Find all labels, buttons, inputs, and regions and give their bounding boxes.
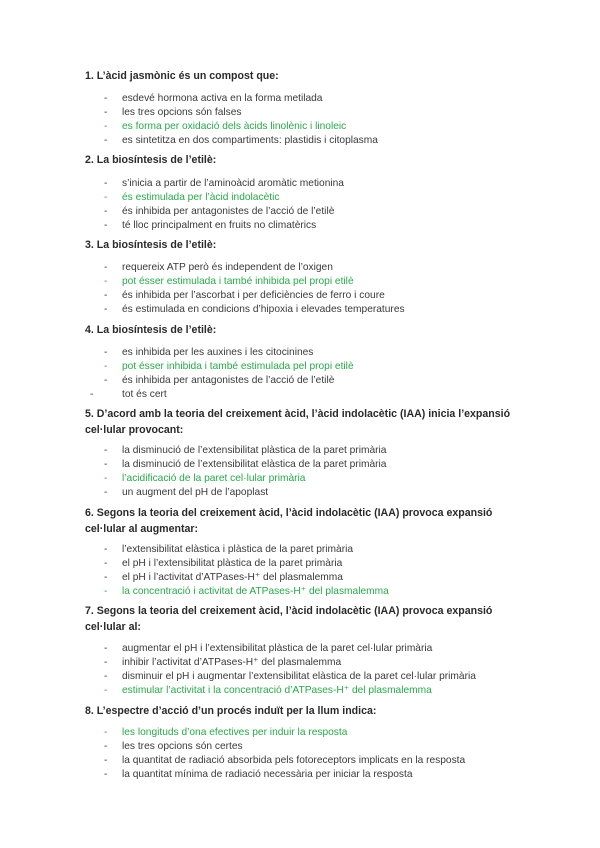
bullet-dash: - <box>104 643 108 654</box>
options-2 <box>100 177 530 233</box>
bullet-dash: - <box>104 347 108 358</box>
bullet-dash: - <box>104 375 108 386</box>
option-2c: - és inhibida per antagonistes de l’acció de l’etilè <box>104 206 335 217</box>
bullet-dash: - <box>104 544 108 555</box>
option-2a: - s’inicia a partir de l’aminoàcid aromàtic metionina <box>104 178 344 189</box>
bullet-dash: - <box>104 262 108 273</box>
question-7: 7. Segons la teoria del creixement àcid, l’àcid indolacètic (IAA) provoca expansió cel·lular al: <box>85 605 493 633</box>
option-4d: - tot és cert <box>90 389 167 400</box>
bullet-dash: - <box>104 671 108 682</box>
bullet-dash: - <box>90 389 94 400</box>
bullet-dash: - <box>104 769 108 780</box>
option-5c: - l’acidificació de la paret cel·lular primària <box>104 473 306 484</box>
option-5b: - la disminució de l’extensibilitat elàstica de la paret primària <box>104 459 387 470</box>
option-8a: - les longituds d’ona efectives per induir la resposta <box>104 727 348 738</box>
question-4: 4. La biosíntesis de l’etilè: <box>85 324 217 336</box>
option-5a: - la disminució de l’extensibilitat plàstica de la paret primària <box>104 445 387 456</box>
option-6a: - l’extensibilitat elàstica i plàstica de la paret primària <box>104 544 354 555</box>
question-5: 5. D’acord amb la teoria del creixement àcid, l’àcid indolacètic (IAA) inicia l’expansió cel·lular provocant: <box>85 408 511 436</box>
option-1a: - esdevé hormona activa en la forma metilada <box>104 93 323 104</box>
bullet-dash: - <box>104 727 108 738</box>
option-8d: - la quantitat mínima de radiació necessària per iniciar la resposta <box>104 769 413 780</box>
bullet-dash: - <box>104 121 108 132</box>
bullet-dash: - <box>104 657 108 668</box>
option-1d: - es sintetitza en dos compartiments: plastidis i citoplasma <box>104 135 378 146</box>
question-8: 8. L’espectre d’acció d’un procés induït per la llum indica: <box>85 705 377 717</box>
bullet-dash: - <box>104 178 108 189</box>
bullet-dash: - <box>104 276 108 287</box>
option-7c: - disminuir el pH i augmentar l’extensibilitat elàstica de la paret cel·lular primària <box>104 671 476 682</box>
question-1: 1. L’àcid jasmònic és un compost que: <box>85 70 279 82</box>
option-6b: - el pH i l’extensibilitat plàstica de la paret primària <box>104 558 343 569</box>
option-7d: - estimular l’activitat i la concentració d’ATPases-H⁺ del plasmalemma <box>104 685 432 696</box>
bullet-dash: - <box>104 135 108 146</box>
option-4c: - és inhibida per antagonistes de l’acció de l’etilè <box>104 375 335 386</box>
question-2: 2. La biosíntesis de l’etilè: <box>85 154 217 166</box>
option-8c: - la quantitat de radiació absorbida pels fotoreceptors implicats en la resposta <box>104 755 466 766</box>
bullet-dash: - <box>104 487 108 498</box>
bullet-dash: - <box>104 459 108 470</box>
bullet-dash: - <box>104 558 108 569</box>
option-7b: - inhibir l’activitat d’ATPases-H⁺ del plasmalemma <box>104 657 342 668</box>
question-6: 6. Segons la teoria del creixement àcid, l’àcid indolacètic (IAA) provoca expansió cel·lular al augmentar: <box>85 507 493 535</box>
question-3: 3. La biosíntesis de l’etilè: <box>85 239 217 251</box>
option-6c: - el pH i l’activitat d’ATPases-H⁺ del plasmalemma <box>104 572 343 583</box>
options-1 <box>100 92 530 148</box>
option-3d: - és estimulada en condicions d’hipoxia i elevades temperatures <box>104 304 405 315</box>
options-6 <box>100 543 530 599</box>
option-2b: - és estimulada per l’àcid indolacètic <box>104 192 280 203</box>
bullet-dash: - <box>104 445 108 456</box>
options-4 <box>90 346 530 402</box>
option-4b: - pot ésser inhibida i també estimulada pel propi etilè <box>104 361 354 372</box>
bullet-dash: - <box>104 192 108 203</box>
bullet-dash: - <box>104 586 108 597</box>
bullet-dash: - <box>104 107 108 118</box>
option-7a: - augmentar el pH i l’extensibilitat plàstica de la paret cel·lular primària <box>104 643 433 654</box>
option-3a: - requereix ATP però és independent de l’oxigen <box>104 262 333 273</box>
bullet-dash: - <box>104 361 108 372</box>
option-1c: - es forma per oxidació dels àcids linolènic i linoleic <box>104 121 347 132</box>
option-5d: - un augment del pH de l’apoplast <box>104 487 269 498</box>
options-5 <box>100 444 530 500</box>
bullet-dash: - <box>104 741 108 752</box>
bullet-dash: - <box>104 93 108 104</box>
bullet-dash: - <box>104 685 108 696</box>
option-2d: - té lloc principalment en fruits no climatèrics <box>104 220 317 231</box>
option-3b: - pot ésser estimulada i també inhibida pel propi etilè <box>104 276 354 287</box>
bullet-dash: - <box>104 206 108 217</box>
bullet-dash: - <box>104 220 108 231</box>
option-4a: - es inhibida per les auxines i les citocinines <box>104 347 314 358</box>
bullet-dash: - <box>104 572 108 583</box>
bullet-dash: - <box>104 290 108 301</box>
option-1b: - les tres opcions són falses <box>104 107 242 118</box>
option-6d: - la concentració i activitat de ATPases-H⁺ del plasmalemma <box>104 586 389 597</box>
options-3 <box>100 261 530 317</box>
options-8 <box>100 726 530 782</box>
option-8b: - les tres opcions són certes <box>104 741 243 752</box>
options-7 <box>100 642 530 698</box>
bullet-dash: - <box>104 304 108 315</box>
option-3c: - és inhibida per l’ascorbat i per deficiències de ferro i coure <box>104 290 385 301</box>
bullet-dash: - <box>104 473 108 484</box>
bullet-dash: - <box>104 755 108 766</box>
